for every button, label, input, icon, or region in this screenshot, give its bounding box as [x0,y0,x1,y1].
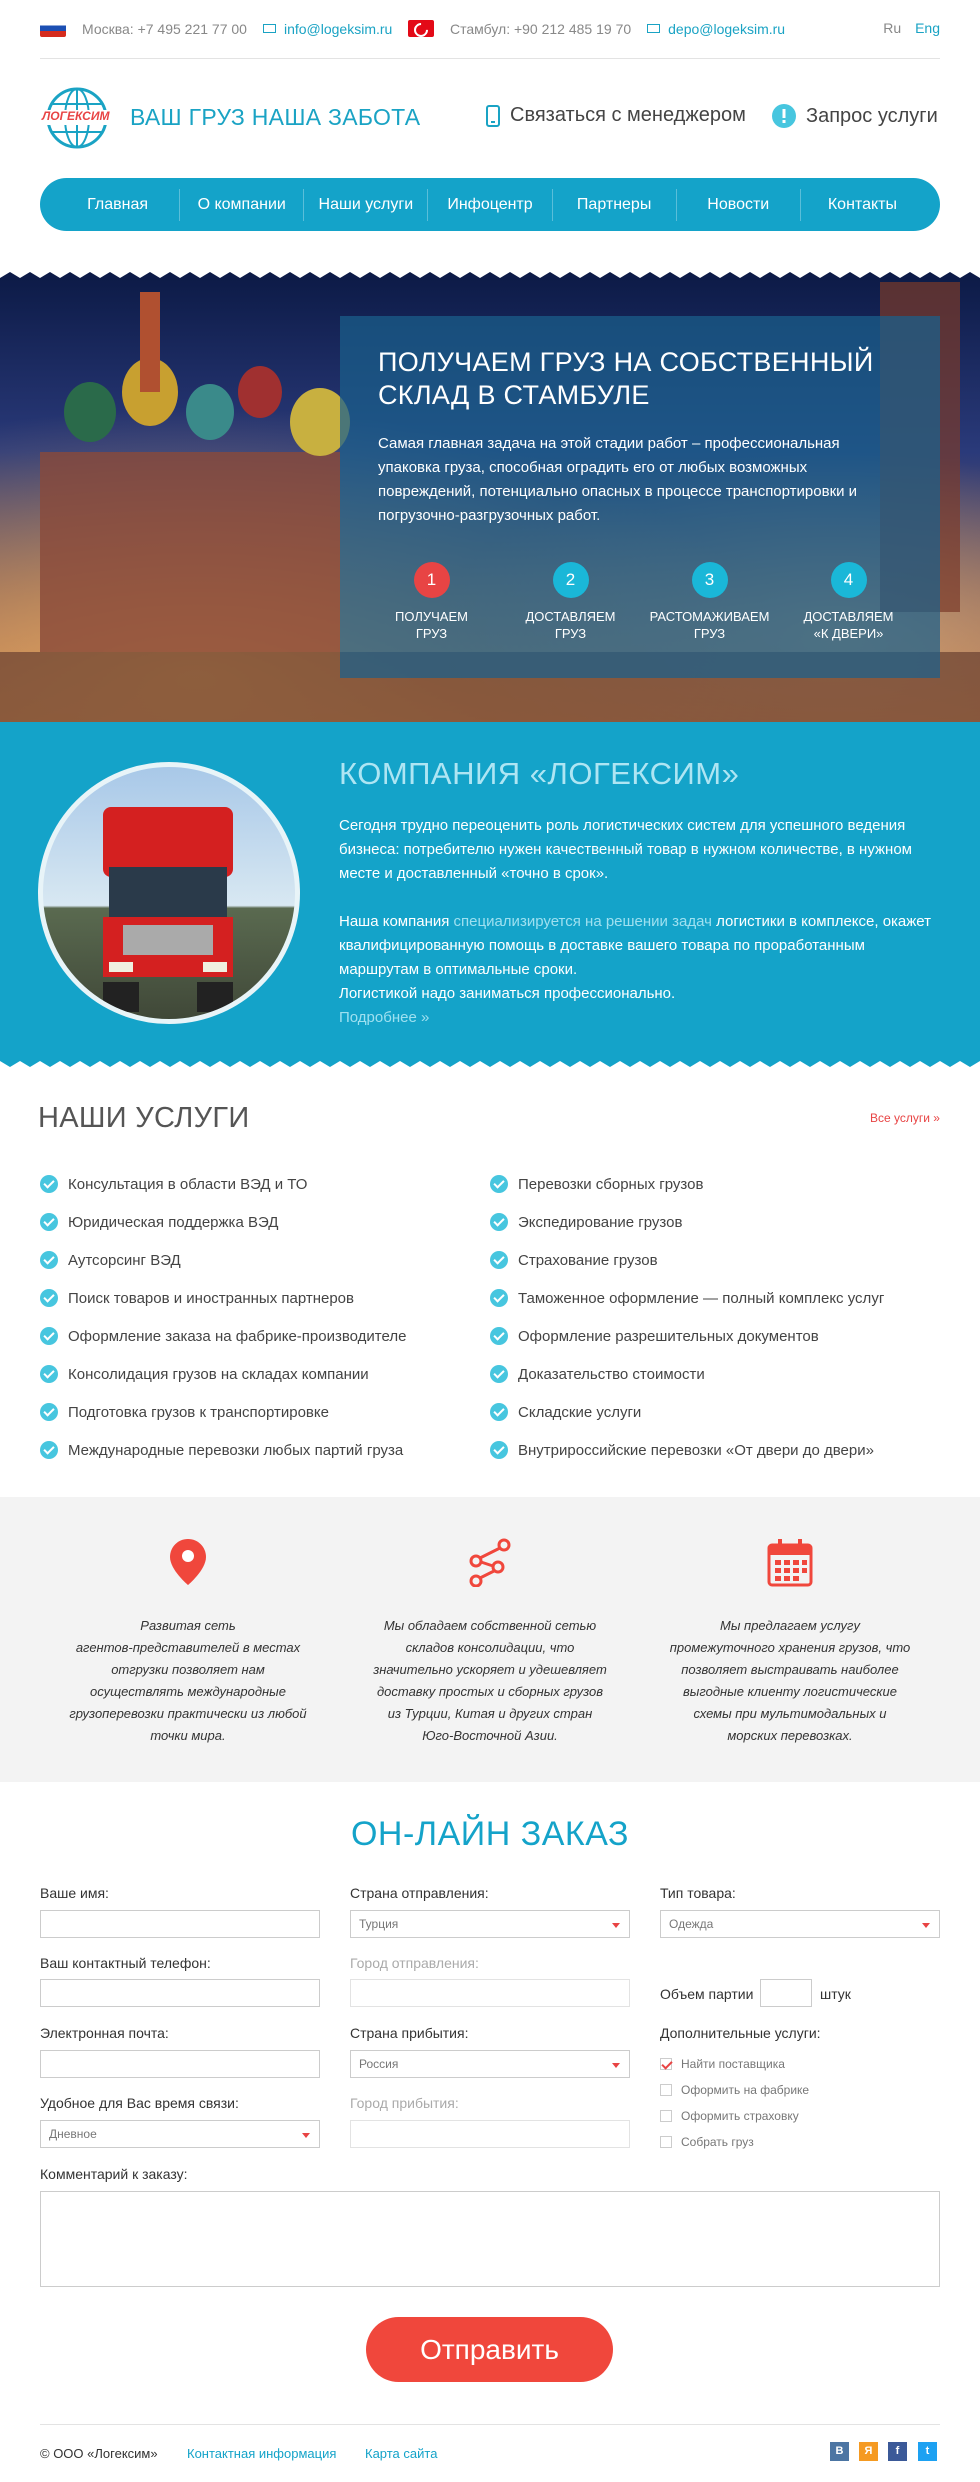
checkbox-unchecked [660,2084,672,2096]
from-city-field[interactable] [350,1979,630,2007]
list-item[interactable] [40,1279,406,1317]
extra-consolidate-checkbox[interactable] [660,2135,754,2149]
feature-line: промежуточного хранения грузов, что [669,1640,911,1655]
slogan: ВАШ ГРУЗ НАША ЗАБОТА [130,104,421,130]
contact-time-label: Удобное для Вас время связи: [40,2095,239,2111]
nav-item-infocenter[interactable]: Инфоцентр [447,196,533,213]
list-item[interactable] [490,1431,884,1469]
service-label: Оформление заказа на фабрике-производителе [68,1327,407,1345]
check-icon [490,1365,508,1383]
hero-title-line1: ПОЛУЧАЕМ ГРУЗ НА СОБСТВЕННЫЙ [378,347,874,377]
specialization-link[interactable]: специализируется на решении задач [453,913,712,930]
step-number: 1 [414,562,450,598]
check-icon [40,1213,58,1231]
step-number: 3 [692,562,728,598]
list-item[interactable] [40,1393,406,1431]
from-country-label: Страна отправления: [350,1885,489,1901]
company-text-part: Наша компания [339,913,454,930]
checkbox-checked [660,2058,672,2070]
feature-line: Мы предлагаем услугу [720,1618,860,1633]
phone-field[interactable] [40,1979,320,2007]
calendar-icon [766,1537,814,1587]
feature-line: Мы обладаем собственной сетью [383,1618,597,1633]
list-item[interactable] [490,1165,884,1203]
check-icon [490,1251,508,1269]
list-item[interactable] [490,1355,884,1393]
zigzag-edge [0,1057,980,1067]
order-title: ОН-ЛАЙН ЗАКАЗ [350,1815,630,1853]
services-list-right [490,1165,884,1469]
request-service-label: Запрос услуги [806,104,938,127]
goods-type-select[interactable]: Одежда [660,1910,940,1938]
feature-line: морских перевозках. [727,1728,853,1743]
checkbox-label: Оформить страховку [681,2109,799,2123]
hero-steps [340,562,940,642]
list-item[interactable] [490,1393,884,1431]
service-label: Консультация в области ВЭД и ТО [68,1175,308,1193]
volume-unit: штук [820,1986,851,2002]
goods-type-label: Тип товара: [660,1885,736,1901]
to-city-field[interactable] [350,2120,630,2148]
divider [40,2424,940,2425]
extra-insurance-checkbox[interactable] [660,2109,799,2123]
feature-line: Развитая сеть [140,1618,236,1633]
service-label: Подготовка грузов к транспортировке [68,1403,329,1421]
phone-label: Ваш контактный телефон: [40,1955,211,1971]
nav-item-home[interactable]: Главная [87,196,149,213]
phone-icon [486,105,500,127]
check-icon [40,1365,58,1383]
step-3[interactable] [640,562,779,642]
check-icon [490,1327,508,1345]
service-label: Аутсорсинг ВЭД [68,1251,181,1269]
main-nav [40,178,940,231]
istanbul-phone: Стамбул: +90 212 485 19 70 [450,20,632,37]
logo-text: ЛОГЕКСИМ [42,109,110,123]
contact-manager-label: Связаться с менеджером [510,104,746,126]
to-country-select[interactable]: Россия [350,2050,630,2078]
to-city-label: Город прибытия: [350,2095,459,2111]
feature-line: складов консолидации, что [405,1640,575,1655]
list-item[interactable] [490,1203,884,1241]
company-section [0,722,980,1067]
network-icon [464,1537,516,1587]
service-label: Доказательство стоимости [518,1365,705,1383]
list-item[interactable] [490,1279,884,1317]
service-label: Консолидация грузов на складах компании [68,1365,369,1383]
company-text-part: логистики в комплексе, окажет квалифицированную помощь в доставке вашего товара по проработанным маршрутам в оптимальные сроки. [339,913,932,978]
contact-time-select[interactable]: Дневное [40,2120,320,2148]
step-label: ДОСТАВЛЯЕМ [525,609,616,624]
moscow-email-link[interactable]: info@logeksim.ru [283,20,393,37]
istanbul-contacts [408,20,785,37]
twitter-icon[interactable]: t [918,2442,937,2461]
top-bar [40,16,940,42]
nav-item-contacts[interactable]: Контакты [827,196,897,213]
feature-line: значительно ускоряет и удешевляет [373,1662,607,1677]
nav-item-news[interactable]: Новости [707,196,770,213]
hero-text: Самая главная задача на этой стадии работ – профессиональная упаковка груза, способная оградить его от любых возможных повреждений, потенциально опасных в процессе транспортировки и погрузочно-разгрузочных работ. [378,435,858,524]
check-icon [40,1403,58,1421]
istanbul-email-link[interactable]: depo@logeksim.ru [668,20,786,37]
step-label: ГРУЗ [415,626,448,641]
turkey-flag-icon [408,20,434,37]
services-title: НАШИ УСЛУГИ [38,1102,250,1134]
service-label: Экспедирование грузов [518,1213,683,1231]
services-list-left [40,1165,406,1469]
checkbox-label: Собрать груз [681,2135,754,2149]
feature-line: отгрузки позволяет нам [111,1662,265,1677]
checkbox-unchecked [660,2110,672,2122]
company-title: КОМПАНИЯ «ЛОГЕКСИМ» [339,756,740,791]
check-icon [490,1441,508,1459]
extra-find-supplier-checkbox[interactable] [660,2057,785,2071]
feature-network [48,1537,328,1747]
step-label: «К ДВЕРИ» [813,626,884,641]
feature-text [48,1615,328,1747]
mail-icon [263,24,276,33]
step-label: ГРУЗ [693,626,726,641]
feature-storage [650,1537,930,1747]
feature-line: точки мира. [150,1728,226,1743]
check-icon [40,1175,58,1193]
feature-line: из Турции, Китая и других стран [387,1706,593,1721]
sitemap-link[interactable]: Карта сайта [365,2446,438,2461]
lang-en-link[interactable]: Eng [915,20,940,36]
feature-line: Юго-Восточной Азии. [422,1728,558,1743]
step-1[interactable] [362,562,501,642]
feature-line: осуществлять международные [90,1684,286,1699]
moscow-contacts [40,20,392,37]
vk-icon[interactable]: В [830,2442,849,2461]
feature-text [650,1615,930,1747]
feature-line: доставку простых и сборных грузов [376,1684,604,1699]
list-item[interactable] [40,1355,406,1393]
nav-item-about[interactable]: О компании [197,196,286,213]
step-label: ГРУЗ [554,626,587,641]
facebook-icon[interactable]: f [888,2442,907,2461]
extra-services-label: Дополнительные услуги: [660,2025,821,2041]
checkbox-unchecked [660,2136,672,2148]
map-pin-icon [168,1537,208,1587]
step-number: 4 [831,562,867,598]
company-paragraph-2 [339,910,939,982]
all-services-link[interactable]: Все услуги » [870,1111,940,1125]
from-country-select[interactable]: Турция [350,1910,630,1938]
service-label: Внутрироссийские перевозки «От двери до двери» [518,1441,874,1459]
service-label: Перевозки сборных грузов [518,1175,704,1193]
mail-icon [647,24,660,33]
feature-line: схемы при мультимодальных и [693,1706,887,1721]
check-icon [490,1289,508,1307]
name-field[interactable] [40,1910,320,1938]
list-item[interactable] [490,1241,884,1279]
odnoklassniki-icon[interactable]: Я [859,2442,878,2461]
step-4[interactable] [779,562,918,642]
feature-line: выгодные клиенту логистические [682,1684,897,1699]
company-paragraph-1: Сегодня трудно переоценить роль логистических систем для успешного ведения бизнеса: потребителю нужен качественный товар в нужном количестве, в нужном месте и доставленный «точно в срок». [339,817,912,882]
exclamation-icon [772,104,796,128]
checkbox-label: Оформить на фабрике [681,2083,810,2097]
service-label: Международные перевозки любых партий груза [68,1441,404,1459]
feature-line: агентов-представителей в местах [75,1640,301,1655]
hero-title-line2: СКЛАД В СТАМБУЛЕ [378,380,650,410]
nav-item-services[interactable]: Наши услуги [318,196,414,213]
check-icon [40,1327,58,1345]
service-label: Юридическая поддержка ВЭД [68,1213,279,1231]
feature-line: грузоперевозки практически из любой [69,1706,307,1721]
step-2[interactable] [501,562,640,642]
divider [40,58,940,59]
lang-ru-link[interactable]: Ru [883,20,902,36]
email-field[interactable] [40,2050,320,2078]
check-icon [490,1213,508,1231]
truck-image [38,762,300,1024]
checkbox-label: Найти поставщика [681,2057,785,2071]
volume-label: Объем партии [660,1986,754,2002]
step-number: 2 [553,562,589,598]
request-service-link[interactable] [772,104,938,128]
hero-title [378,346,902,412]
comment-textarea[interactable] [40,2191,940,2287]
features-section [0,1497,980,1782]
check-icon [40,1441,58,1459]
copyright: © ООО «Логексим» [40,2446,158,2461]
more-link[interactable]: Подробнее » [339,1009,430,1026]
name-label: Ваше имя: [40,1885,109,1901]
nav-item-partners[interactable]: Партнеры [576,196,652,213]
list-item[interactable] [490,1317,884,1355]
contact-manager-link[interactable] [486,104,746,127]
feature-text [350,1615,630,1747]
service-label: Складские услуги [518,1403,642,1421]
moscow-phone: Москва: +7 495 221 77 00 [82,20,247,37]
check-icon [40,1289,58,1307]
list-item[interactable] [40,1317,406,1355]
comment-label: Комментарий к заказу: [40,2166,188,2182]
service-label: Страхование грузов [518,1251,658,1269]
step-label: РАСТОМАЖИВАЕМ [649,609,770,624]
company-text [339,814,939,1030]
service-label: Оформление разрешительных документов [518,1327,819,1345]
list-item[interactable] [40,1165,406,1203]
step-label: ДОСТАВЛЯЕМ [803,609,894,624]
company-paragraph-3: Логистикой надо заниматься профессионально. [339,985,676,1002]
feature-line: позволяет выстраивать наиболее [681,1662,899,1677]
service-label: Таможенное оформление — полный комплекс услуг [518,1289,885,1307]
to-country-label: Страна прибытия: [350,2025,469,2041]
contacts-link[interactable]: Контактная информация [187,2446,337,2461]
list-item[interactable] [40,1241,406,1279]
from-city-label: Город отправления: [350,1955,479,1971]
submit-button[interactable]: Отправить [366,2317,613,2382]
feature-warehouses [350,1537,630,1747]
list-item[interactable] [40,1203,406,1241]
list-item[interactable] [40,1431,406,1469]
language-switch [883,20,940,36]
extra-factory-checkbox[interactable] [660,2083,809,2097]
hero-panel [340,316,940,678]
service-label: Поиск товаров и иностранных партнеров [68,1289,354,1307]
step-label: ПОЛУЧАЕМ [395,609,468,624]
volume-field[interactable] [760,1979,812,2007]
check-icon [490,1403,508,1421]
check-icon [490,1175,508,1193]
check-icon [40,1251,58,1269]
zigzag-edge [0,272,980,282]
email-label: Электронная почта: [40,2025,169,2041]
logo[interactable] [40,86,114,150]
russia-flag-icon [40,20,66,37]
